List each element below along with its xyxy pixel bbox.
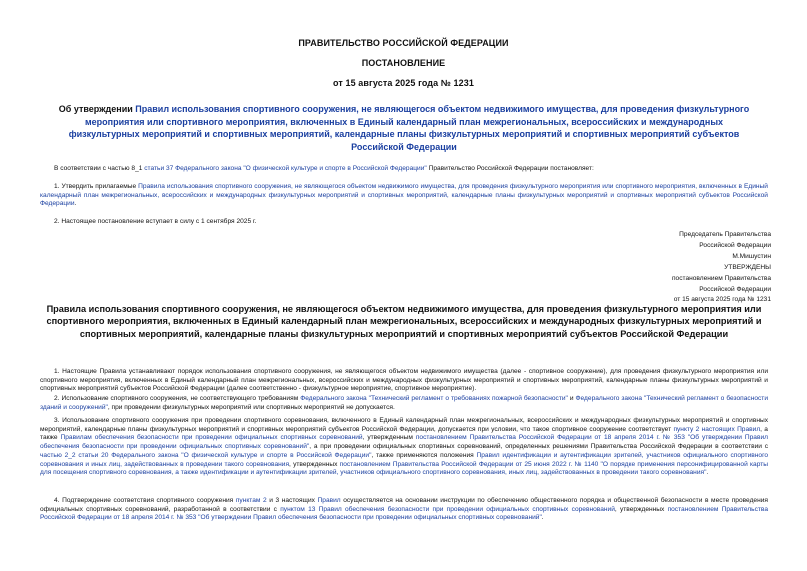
resolution-1140-link[interactable]: постановлением Правительства Российской Федерации от 25 июня 2022 г. № 1140 "О порядке применения персонифицированной карты для посещения спортивного соревнования, а также идентификации и аутентификации зрителей, участников официального спортивного соревнования, иных лиц, задействованных в проведении такого соревнования" [40, 460, 768, 477]
preamble-text-2: Правительство Российской Федерации постановляет: [426, 165, 594, 172]
rule-4-text-4: , утвержденных [614, 505, 668, 513]
approved-line-3: Российской Федерации [699, 286, 771, 293]
rule-3-text-5: , также применяются положения [371, 451, 477, 459]
document-type: ПОСТАНОВЛЕНИЕ [361, 58, 446, 68]
approved-line-1: УТВЕРЖДЕНЫ [724, 264, 771, 271]
rule-4-text-5: . [541, 514, 544, 522]
rule-3-text-4: , а при проведении официальных спортивных соревнований, определенных решениями Правительства Российской Федерации в соответствии с [309, 443, 768, 451]
rule-3-text-7: . [706, 469, 709, 477]
document-date-number: от 15 августа 2025 года № 1231 [333, 78, 474, 88]
government-heading: ПРАВИТЕЛЬСТВО РОССИЙСКОЙ ФЕДЕРАЦИИ [298, 38, 509, 48]
rule-3-text-6: , утвержденных [289, 460, 340, 468]
document-title [52, 103, 756, 153]
rule-4-text-3: осуществляется на основании инструкции по обеспечению общественного порядка и общественной безопасности в месте проведения официальных спортивных соревнований, разработанной в соответствии с [40, 497, 768, 513]
rules-link[interactable]: Правил [317, 497, 341, 504]
rule-4-text-1: 4. Подтверждение соответствия спортивного сооружения [54, 497, 236, 504]
law-article-20-link[interactable]: частью 2_2 статьи 20 Федерального закона "О физической культуре и спорте в Российской Федерации" [40, 451, 372, 459]
signature-line-2: Российской Федерации [699, 242, 771, 249]
item-2: 2. Настоящее постановление вступает в силу с 1 сентября 2025 г. [54, 218, 257, 225]
title-prefix: Об утверждении [58, 104, 136, 114]
item-1-end: . [74, 200, 77, 208]
title-rules-link[interactable]: Правил использования спортивного сооружения, не являющегося объектом недвижимого имущества, для проведения физкультурного мероприятия или спортивного мероприятия, включенных в Единый календарный план межрегиональных, всероссийских и международных физкультурных мероприятий и спортивных мероприятий, календарные планы физкультурных мероприятий и спортивных мероприятий субъектов Российской Федерации [68, 104, 750, 152]
rule-1: 1. Настоящие Правила устанавливают порядок использования спортивного сооружения, не являющегося объектом недвижимого имущества (далее - спортивное сооружение), для проведения физкультурного мероприятия или спортивного мероприятия, включенных в Единый календарный план межрегиональных, всероссийских и международных физкультурных мероприятий и спортивных мероприятий, календарные планы физкультурных мероприятий и спортивных мероприятий субъектов Российской Федерации (далее соответственно - физкультурное мероприятие, спортивное мероприятие). [40, 368, 768, 393]
approved-line-4: от 15 августа 2025 года № 1231 [673, 296, 771, 303]
approved-rules-link[interactable]: Правила использования спортивного сооружения, не являющегося объектом недвижимого имущества, для проведения физкультурного мероприятия или спортивного мероприятия, включенных в Единый календарный план межрегиональных, всероссийских и международных физкультурных мероприятий и спортивных мероприятий, календарные планы физкультурных мероприятий и спортивных мероприятий субъектов Российской Федерации [40, 183, 768, 208]
preamble [40, 165, 768, 174]
preamble-text-1: В соответствии с частью 8_1 [54, 165, 145, 172]
rule-4 [40, 497, 768, 523]
rule-3 [40, 417, 768, 478]
buildings-safety-law-link[interactable]: Федерального закона "Технический регламент о безопасности зданий и сооружений" [40, 395, 769, 411]
safety-rules-item-13-link[interactable]: пунктом 13 Правил обеспечения безопасности при проведении официальных спортивных соревнований [280, 505, 615, 513]
item-1 [40, 183, 768, 209]
rule-2-text-2: и [567, 395, 576, 402]
rule-3-text-1: 3. Использование спортивного сооружения при проведении спортивного соревнования, включенного в Единый календарный план межрегиональных, всероссийских и международных физкультурных мероприятий и спортивных мероприятий, календарные планы физкультурных мероприятий и спортивных мероприятий субъектов Российской Федерации, допускается при условии, что такое спортивное сооружение соответствует [40, 417, 768, 433]
resolution-353-link-2[interactable]: постановлением Правительства Российской Федерации от 18 апреля 2014 г. № 353 "Об утверждении Правил обеспечения безопасности при проведении официальных спортивных соревнований" [40, 505, 769, 522]
rule-3-text-2: , а также [40, 425, 768, 442]
items-2-link[interactable]: пунктам 2 [235, 497, 267, 504]
item-1-text: 1. Утвердить прилагаемые [54, 183, 139, 190]
rule-3-text-3: , утвержденным [362, 434, 416, 442]
rule-2 [40, 395, 768, 412]
rules-title: Правила использования спортивного сооружения, не являющегося объектом недвижимого имущества, для проведения физкультурного мероприятия или спортивного мероприятия, включенных в Единый календарный план межрегиональных, всероссийских и международных физкультурных мероприятий и спортивных мероприятий, календарные планы физкультурных мероприятий и спортивных мероприятий субъектов Российской Федерации [46, 304, 762, 339]
rule-2-text-1: 2. Использование спортивного сооружения, не соответствующего требованиям [54, 395, 301, 402]
resolution-353-link[interactable]: постановлением Правительства Российской Федерации от 18 апреля 2014 г. № 353 "Об утверждении Правил обеспечения безопасности при проведении официальных спортивных соревнований" [40, 434, 768, 451]
identification-rules-link[interactable]: Правил идентификации и аутентификации зрителей, участников официального спортивного соревнования и иных лиц, задействованных в проведении такого соревнования [40, 451, 769, 468]
law-article-37-link[interactable]: статьи 37 Федерального закона "О физической культуре и спорте в Российской Федерации" [144, 165, 427, 172]
approved-line-2: постановлением Правительства [671, 275, 771, 282]
signature-name: М.Мишустин [732, 253, 771, 260]
safety-rules-link[interactable]: Правилам обеспечения безопасности при проведении официальных спортивных соревнований [60, 434, 363, 442]
rule-2-text-3: , при проведении физкультурных мероприятий или спортивных мероприятий не допускается. [107, 403, 395, 411]
signature-line-1: Председатель Правительства [679, 231, 771, 238]
rules-item-2-link[interactable]: пункту 2 настоящих Правил [673, 425, 761, 433]
fire-safety-law-link[interactable]: Федерального закона "Технический регламент о требованиях пожарной безопасности" [300, 395, 568, 402]
rule-4-text-2: и 3 настоящих [266, 497, 318, 504]
